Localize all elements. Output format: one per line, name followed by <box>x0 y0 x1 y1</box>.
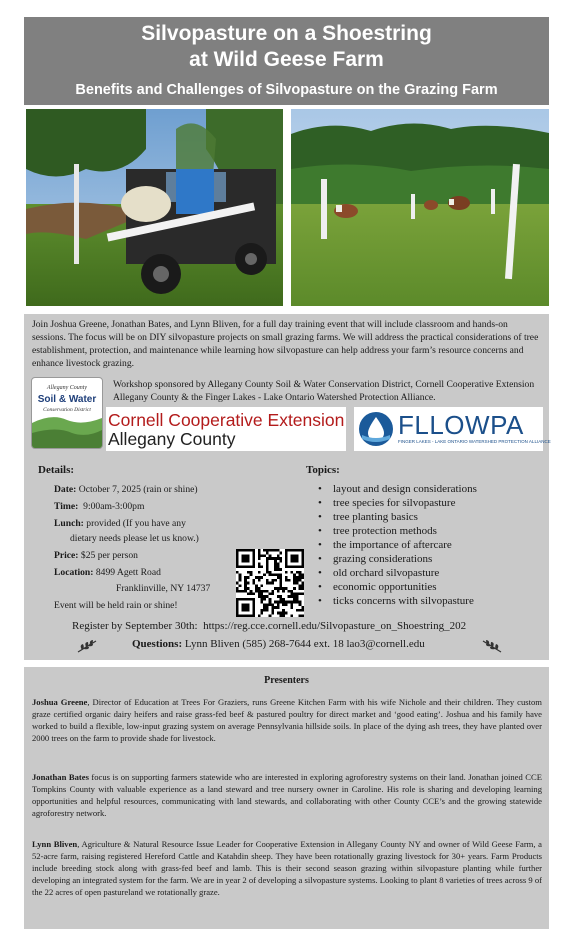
cattle-pasture-photo <box>291 109 549 306</box>
detail-lunch-continued: dietary needs please let us know.) <box>70 533 199 544</box>
fllowpa-logo <box>354 407 551 451</box>
detail-date: Date: October 7, 2025 (rain or shine) <box>54 484 198 495</box>
detail-price: Price: $25 per person <box>54 550 138 561</box>
topic-item: • layout and design considerations <box>318 482 477 496</box>
register-line <box>72 620 466 632</box>
questions-contact[interactable]: Lynn Bliven (585) 268-7644 ext. 18 lao3@cornell.edu <box>184 638 425 650</box>
questions-line <box>132 638 425 650</box>
utility-vehicle-photo <box>26 109 283 306</box>
topic-item: • economic opportunities <box>318 580 477 594</box>
detail-location: Location: 8499 Agett Road <box>54 567 161 578</box>
detail-lunch: Lunch: provided (If you have any <box>54 518 186 529</box>
detail-location-continued: Franklinville, NY 14737 <box>116 583 211 594</box>
topic-item: • tree planting basics <box>318 510 477 524</box>
swcd-line-1: Allegany County <box>46 385 88 391</box>
sponsor-statement: Workshop sponsored by Allegany County Soil & Water Conservation District, Cornell Cooperative Extension Allegany County & the Finger Lakes - Lake Ontario Watershed Protection Alliance. <box>113 379 535 403</box>
questions-label: Questions: <box>132 638 183 650</box>
presenter-bio-bliven: Lynn Bliven, Agriculture & Natural Resource Issue Leader for Cooperative Extension in Allegany County NY and owner of Wild Geese Farm, a 52-acre farm, raising registered Hereford Cattle and Katahdin sheep. They have been rotationally grazing livestock for 30+ years. Farm Products include breeding stock along with grass-fed beef and lamb. This is their second season grazing within silvopasture planting while further developing an integrated system for the farm. We are in year 2 of developing a silvopasture systems. Looking to plant 8 varieties of trees across 9 of the 22 acres of open pastureland we rotationally graze. <box>32 839 542 897</box>
detail-note: Event will be held rain or shine! <box>54 600 178 611</box>
presenters-heading: Presenters <box>264 675 309 686</box>
topic-item: • grazing considerations <box>318 552 477 566</box>
water-drop-icon <box>358 411 394 447</box>
registration-qr-code[interactable] <box>236 549 304 617</box>
event-info-panel <box>24 314 549 660</box>
fllowpa-name: FLLOWPA <box>398 410 524 440</box>
soil-water-district-logo <box>31 377 103 449</box>
topic-item: • tree protection methods <box>318 524 477 538</box>
presenter-bio-greene: Joshua Greene, Director of Education at Trees For Graziers, runs Greene Kitchen Farm with his wife Nichole and their children. They custom graze certified organic dairy heifers and raise grass-fed beef & pastured poultry for direct market and ‘good eating’. Joshua and his family have worked to build a flexible, low-input grazing system on average Pennsylvania hillside soils. In place of the dying ash trees, they have planted over 2000 trees on the farm to provide shade for livestock. <box>32 697 542 743</box>
topic-item: • the importance of aftercare <box>318 538 477 552</box>
detail-time: Time: 9:00am-3:00pm <box>54 501 145 512</box>
fllowpa-tagline: FINGER LAKES - LAKE ONTARIO WATERSHED PROTECTION ALLIANCE <box>398 439 551 444</box>
presenters-panel <box>24 667 549 929</box>
topic-item: • tree species for silvopasture <box>318 496 477 510</box>
title-line-2: at Wild Geese Farm <box>189 48 384 71</box>
topics-heading: Topics: <box>306 464 340 476</box>
leaf-sprig-icon <box>479 638 503 654</box>
register-label: Register by September 30th: <box>72 620 198 632</box>
leaf-sprig-icon <box>76 638 100 654</box>
topics-list <box>318 482 477 608</box>
cce-logo-line-1: Cornell Cooperative Extension <box>108 410 345 430</box>
topic-item: • ticks concerns with silvopasture <box>318 594 477 608</box>
register-link[interactable]: https://reg.cce.cornell.edu/Silvopasture_on_Shoestring_202 <box>203 620 467 632</box>
topic-item: • old orchard silvopasture <box>318 566 477 580</box>
title-line-1: Silvopasture on a Shoestring <box>141 22 432 45</box>
cce-logo-line-2: Allegany County <box>108 429 236 449</box>
intro-paragraph: Join Joshua Greene, Jonathan Bates, and Lynn Bliven, for a full day training event that will include classroom and hands-on sessions. The focus will be on DIY silvopasture projects on small grazing farms. We will address the practical considerations of tree establishment, protection, and maintenance while learning how silvopasture can help address your farm’s resource concerns and enhance livestock grazing. <box>32 319 539 369</box>
swcd-line-3: Conservation District <box>43 407 91 413</box>
subtitle: Benefits and Challenges of Silvopasture on the Grazing Farm <box>75 82 498 98</box>
header-banner <box>24 17 549 105</box>
swcd-line-2: Soil & Water <box>37 394 97 405</box>
cornell-extension-logo <box>106 407 346 451</box>
presenter-bio-bates: Jonathan Bates focus is on supporting farmers statewide who are interested in exploring agroforestry systems on their land. Jonathan joined CCE Tompkins County with valuable experience as a land steward and tree nursery owner in Caroline. His role is sharing and developing learning opportunities and helpful resources, communicating with land stewards, and collaborating with other County CCE’s and the growing statewide agroforestry network. <box>32 772 542 818</box>
details-heading: Details: <box>38 464 75 476</box>
